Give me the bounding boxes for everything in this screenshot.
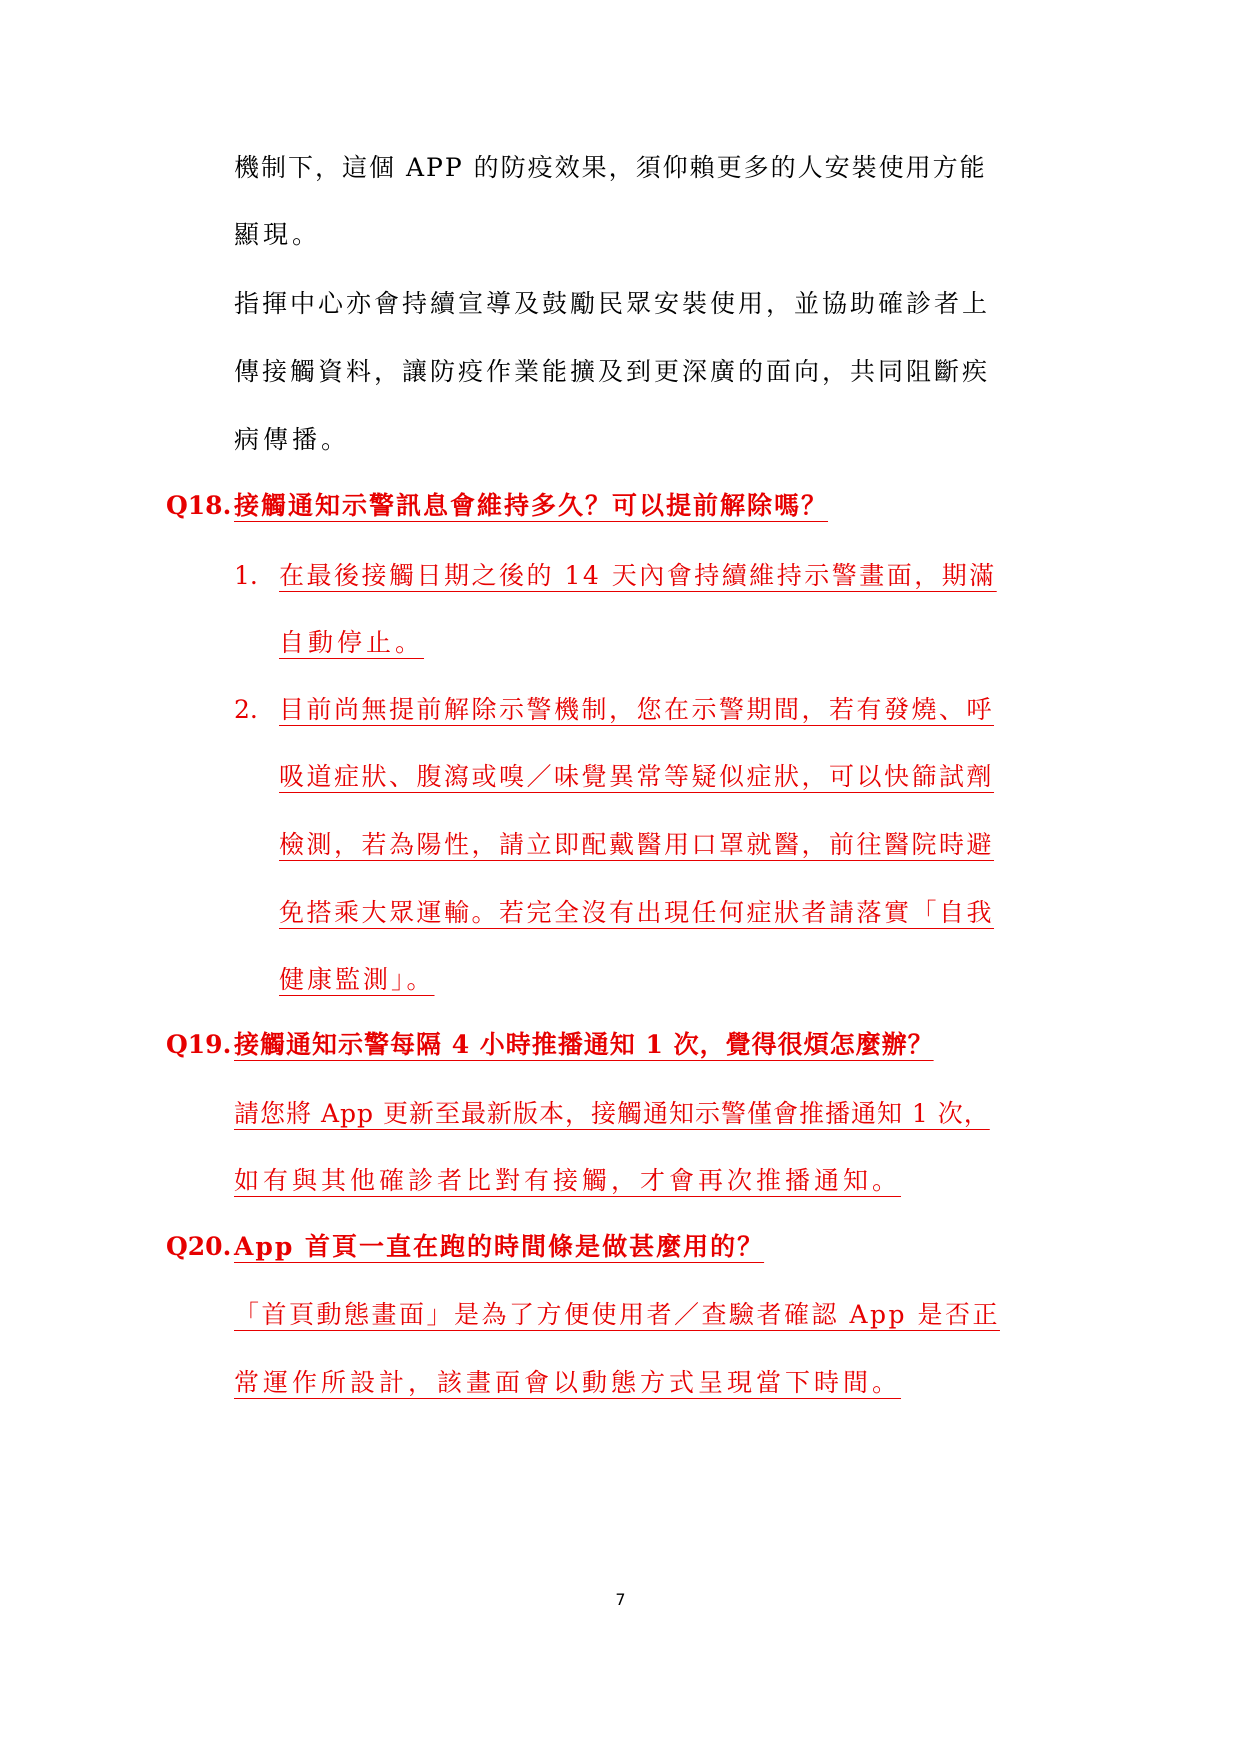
q18-item-2-line-3: 檢測，若為陽性，請立即配戴醫用口罩就醫，前往醫院時避 [279,830,995,859]
q18-item-2-line-5: 健康監測」。 [279,965,435,994]
q18-label: Q18. [166,491,232,520]
q19-label: Q19. [166,1030,232,1059]
q18-item-2-line-2: 吸道症狀、腹瀉或嗅／味覺異常等疑似症狀，可以快篩試劑 [279,762,995,791]
q20-label: Q20. [166,1232,232,1261]
page-number: 7 [615,1590,626,1609]
intro-p1-line-2: 顯現。 [234,220,322,249]
q18-question: 接觸通知示警訊息會維持多久？可以提前解除嗎？ [234,491,829,520]
q18-item-2-number: 2. [234,695,258,724]
q19-question: 接觸通知示警每隔 4 小時推播通知 1 次，覺得很煩怎麼辦？ [234,1030,934,1059]
intro-p2-line-1: 指揮中心亦會持續宣導及鼓勵民眾安裝使用，並協助確診者上 [234,289,991,318]
intro-p2-line-3: 病傳播。 [234,425,351,454]
q19-answer-line-1: 請您將 App 更新至最新版本，接觸通知示警僅會推播通知 1 次， [234,1099,990,1128]
q19-answer-line-2: 如有與其他確診者比對有接觸，才會再次推播通知。 [234,1166,902,1195]
intro-p1-line-1: 機制下，這個 APP 的防疫效果，須仰賴更多的人安裝使用方能 [234,153,987,182]
intro-p2-line-2: 傳接觸資料，讓防疫作業能擴及到更深廣的面向，共同阻斷疾 [234,357,991,386]
q20-question: App 首頁一直在跑的時間條是做甚麼用的？ [234,1232,765,1261]
q18-item-2-line-4: 免搭乘大眾運輸。若完全沒有出現任何症狀者請落實「自我 [279,898,995,927]
q18-item-1-line-2: 自動停止。 [279,628,425,657]
q20-answer-line-1: 「首頁動態畫面」是為了方便使用者／查驗者確認 App 是否正 [234,1300,1000,1329]
q18-item-2-line-1: 目前尚無提前解除示警機制，您在示警期間，若有發燒、呼 [279,695,995,724]
q18-item-1-number: 1. [234,561,258,590]
q20-answer-line-2: 常運作所設計，該畫面會以動態方式呈現當下時間。 [234,1368,902,1397]
q18-item-1-line-1: 在最後接觸日期之後的 14 天內會持續維持示警畫面，期滿 [279,561,997,590]
